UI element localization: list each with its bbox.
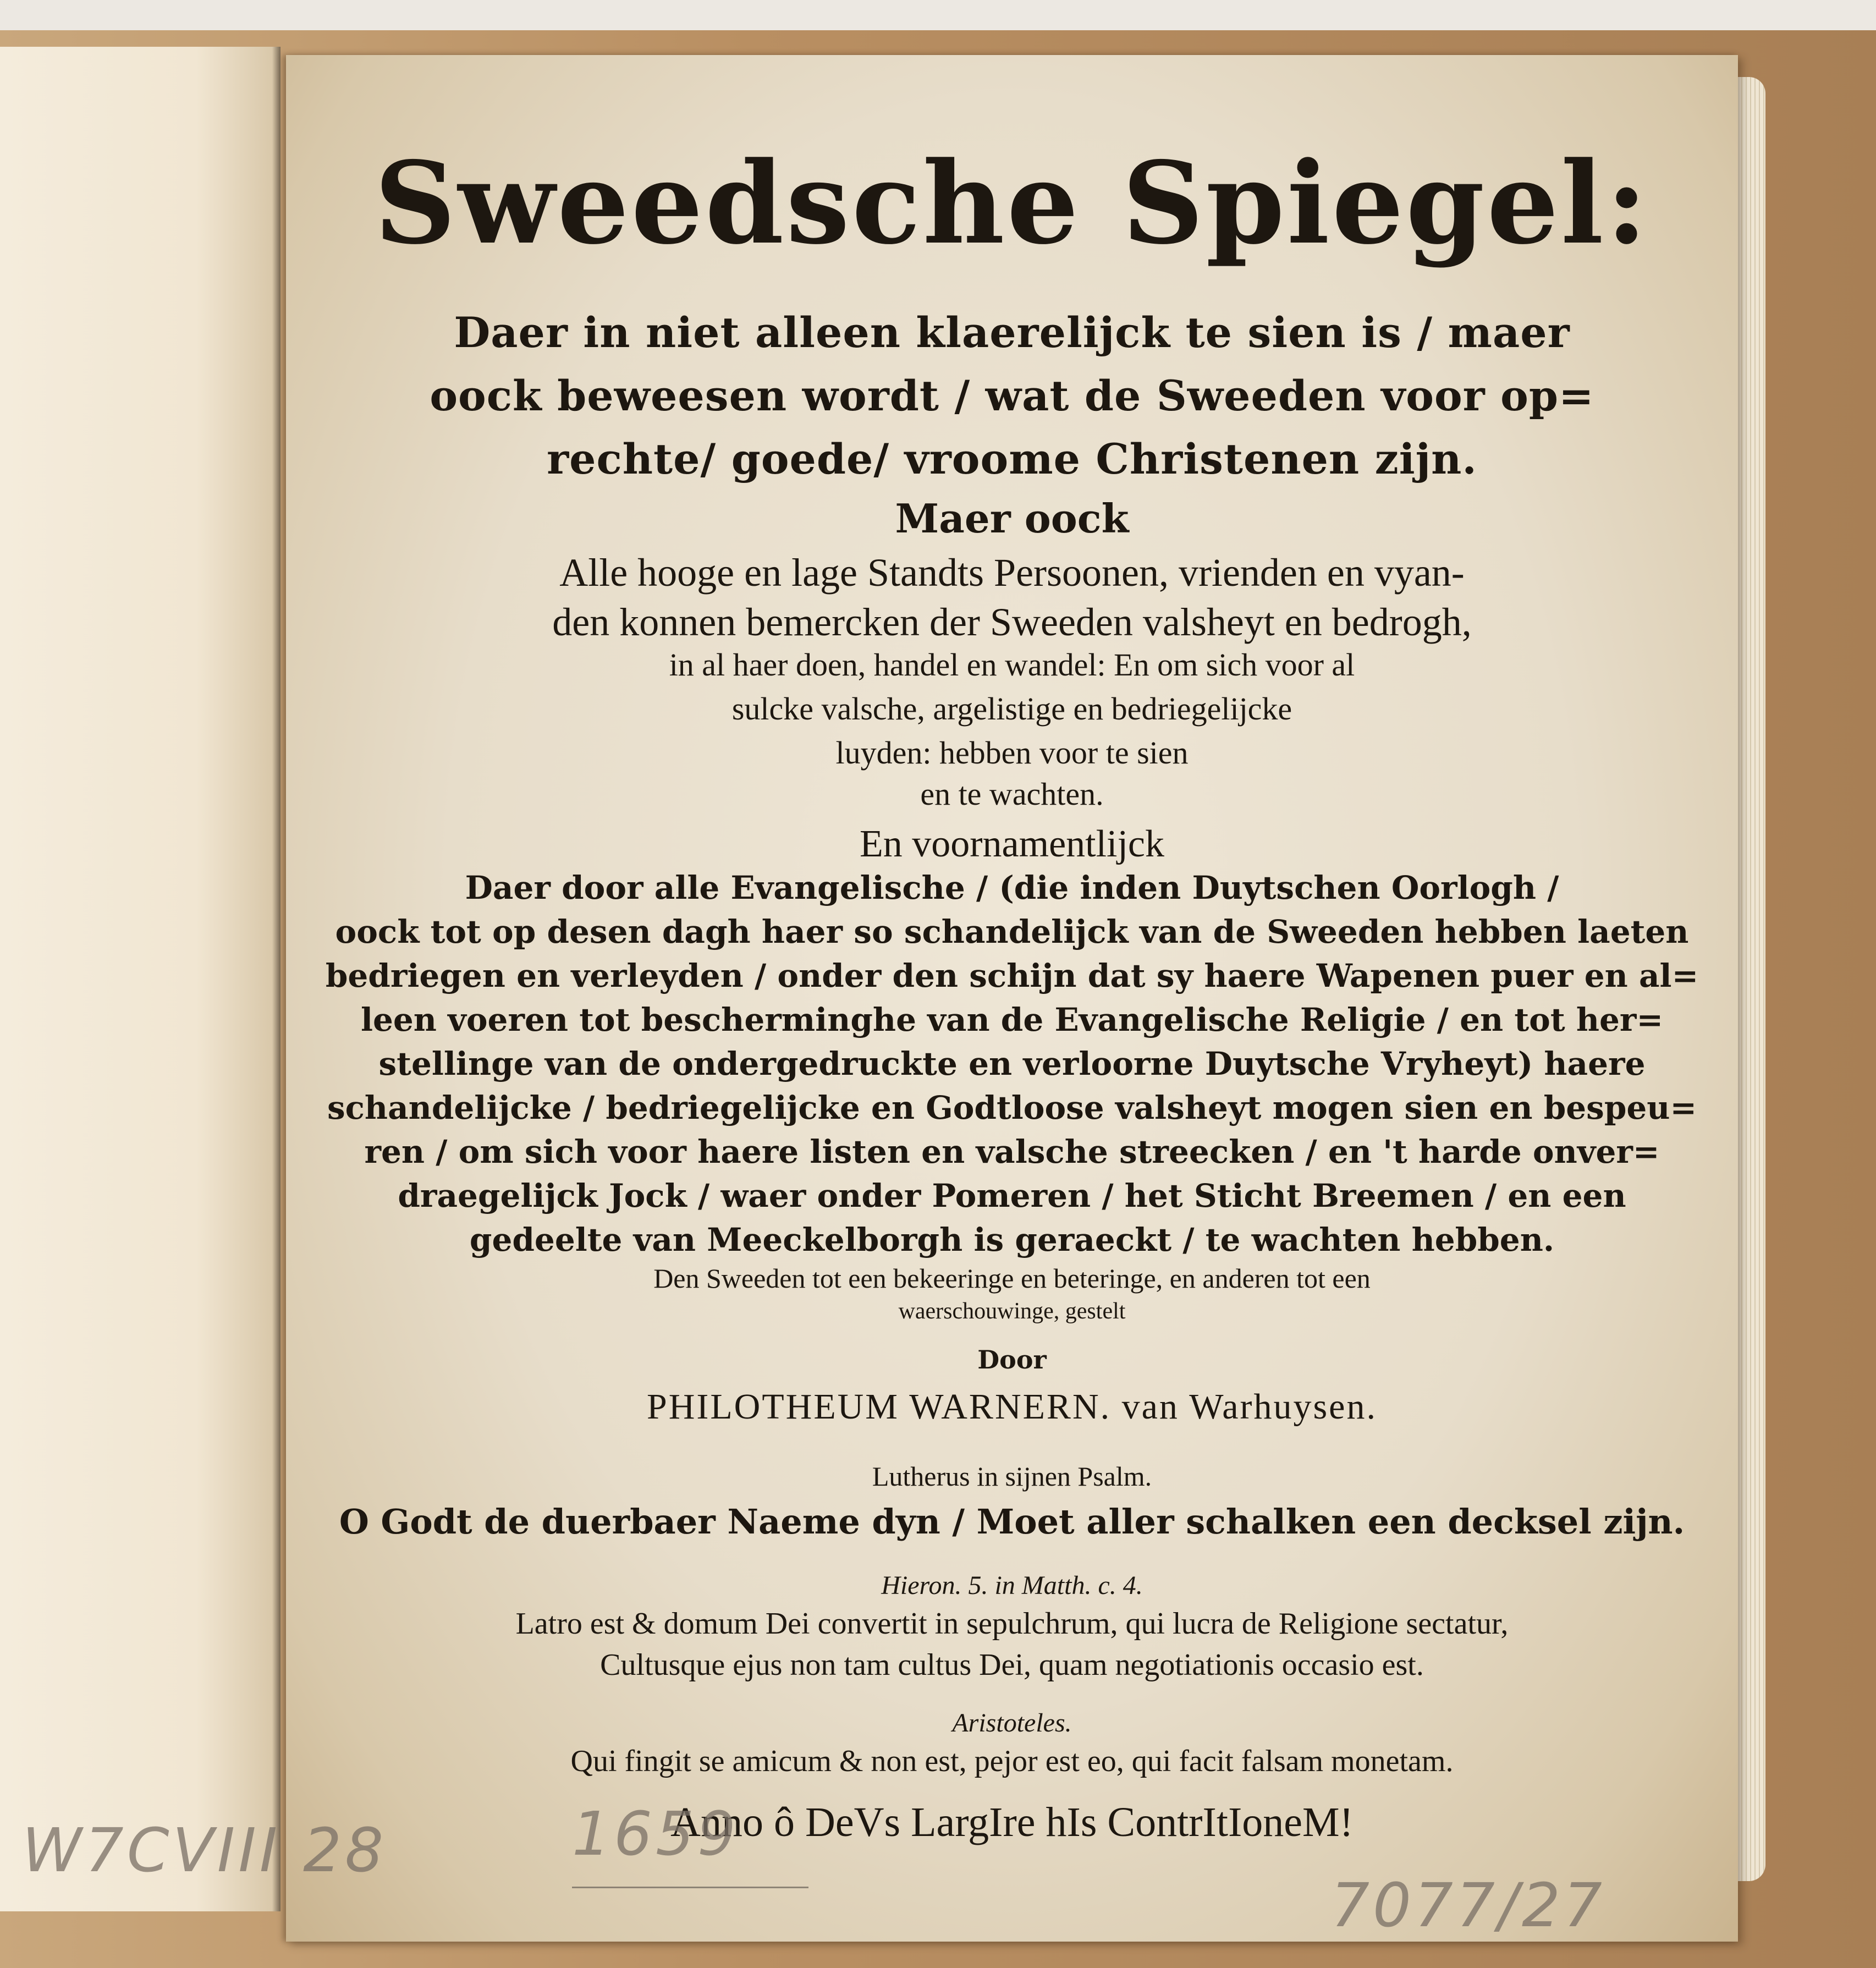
den-sweeden-line: Den Sweeden tot een bekeeringe en beteringe, en anderen tot een [653,1263,1371,1294]
roman-line: Alle hooge en lage Standts Persoonen, vrienden en vyan- [559,551,1465,595]
en-voornamentlijck-heading: En voornamentlijck [859,823,1165,865]
blackletter-line: draegelijck Jock / waer onder Pomeren / het Sticht Breemen / en een [398,1177,1626,1214]
author-name: PHILOTHEUM WARNERN. van Warhuysen. [647,1387,1377,1427]
roman-line: sulcke valsche, argelistige en bedriegelijcke [731,691,1292,727]
title-page [286,55,1738,1942]
roman-line: en te wachten. [920,776,1104,812]
main-title: Sweedsche Spiegel: [374,138,1650,270]
blackletter-line: oock tot op desen dagh haer so schandelijck van de Sweeden hebben laeten [335,913,1689,950]
aristoteles-quote: Qui fingit se amicum & non est, pejor est eo, qui facit falsam monetam. [570,1744,1454,1778]
pencil-underline [572,1887,808,1888]
blackletter-line: stellinge van de ondergedruckte en verloorne Duytsche Vryheyt) haere [378,1045,1646,1082]
pencil-shelfmark-right: 7077/27 [1331,1870,1605,1940]
chronogram-anno-line: Anno ô DeVs LargIre hIs ContrItIoneM! [670,1799,1354,1845]
subtitle-line: Daer in niet alleen klaerelijck te sien is / maer [454,308,1570,357]
roman-line: in al haer doen, handel en wandel: En om sich voor al [669,647,1355,683]
maer-oock-heading: Maer oock [895,495,1129,542]
aristoteles-citation: Aristoteles. [952,1708,1072,1738]
roman-line: luyden: hebben voor te sien [835,735,1189,771]
door-label: Door [977,1345,1047,1375]
blackletter-line: Daer door alle Evangelische / (die inden Duytschen Oorlogh / [465,869,1559,906]
hieronymus-citation: Hieron. 5. in Matth. c. 4. [881,1571,1143,1600]
subtitle-line: oock beweesen wordt / wat de Sweeden voor op= [430,371,1594,420]
latin-quote-line: Cultusque ejus non tam cultus Dei, quam negotiationis occasio est. [600,1648,1424,1682]
godt-verse: O Godt de duerbaer Naeme dyn / Moet aller schalken een decksel zijn. [339,1502,1685,1542]
left-blank-page [0,47,280,1911]
blackletter-line: gedeelte van Meeckelborgh is geraeckt / te wachten hebben. [469,1221,1555,1258]
latin-quote-line: Latro est & domum Dei convertit in sepulchrum, qui lucra de Religione sectatur, [515,1607,1509,1641]
roman-line: den konnen bemercken der Sweeden valsheyt en bedrogh, [552,600,1472,644]
blackletter-line: leen voeren tot bescherminghe van de Evangelische Religie / en tot her= [360,1001,1664,1038]
blackletter-line: ren / om sich voor haere listen en valsche streecken / en 't harde onver= [364,1133,1660,1170]
luther-citation: Lutherus in sijnen Psalm. [872,1461,1152,1492]
pencil-shelfmark-left: W7CVIII 28 [22,1815,387,1885]
subtitle-line: rechte/ goede/ vroome Christenen zijn. [547,435,1477,483]
pencil-year-note: 1659 [572,1799,739,1869]
blackletter-line: bedriegen en verleyden / onder den schijn dat sy haere Wapenen puer en al= [325,957,1699,994]
waerschouwinge-line: waerschouwinge, gestelt [898,1299,1126,1324]
blackletter-line: schandelijcke / bedriegelijcke en Godtloose valsheyt mogen sien en bespeu= [327,1089,1697,1126]
